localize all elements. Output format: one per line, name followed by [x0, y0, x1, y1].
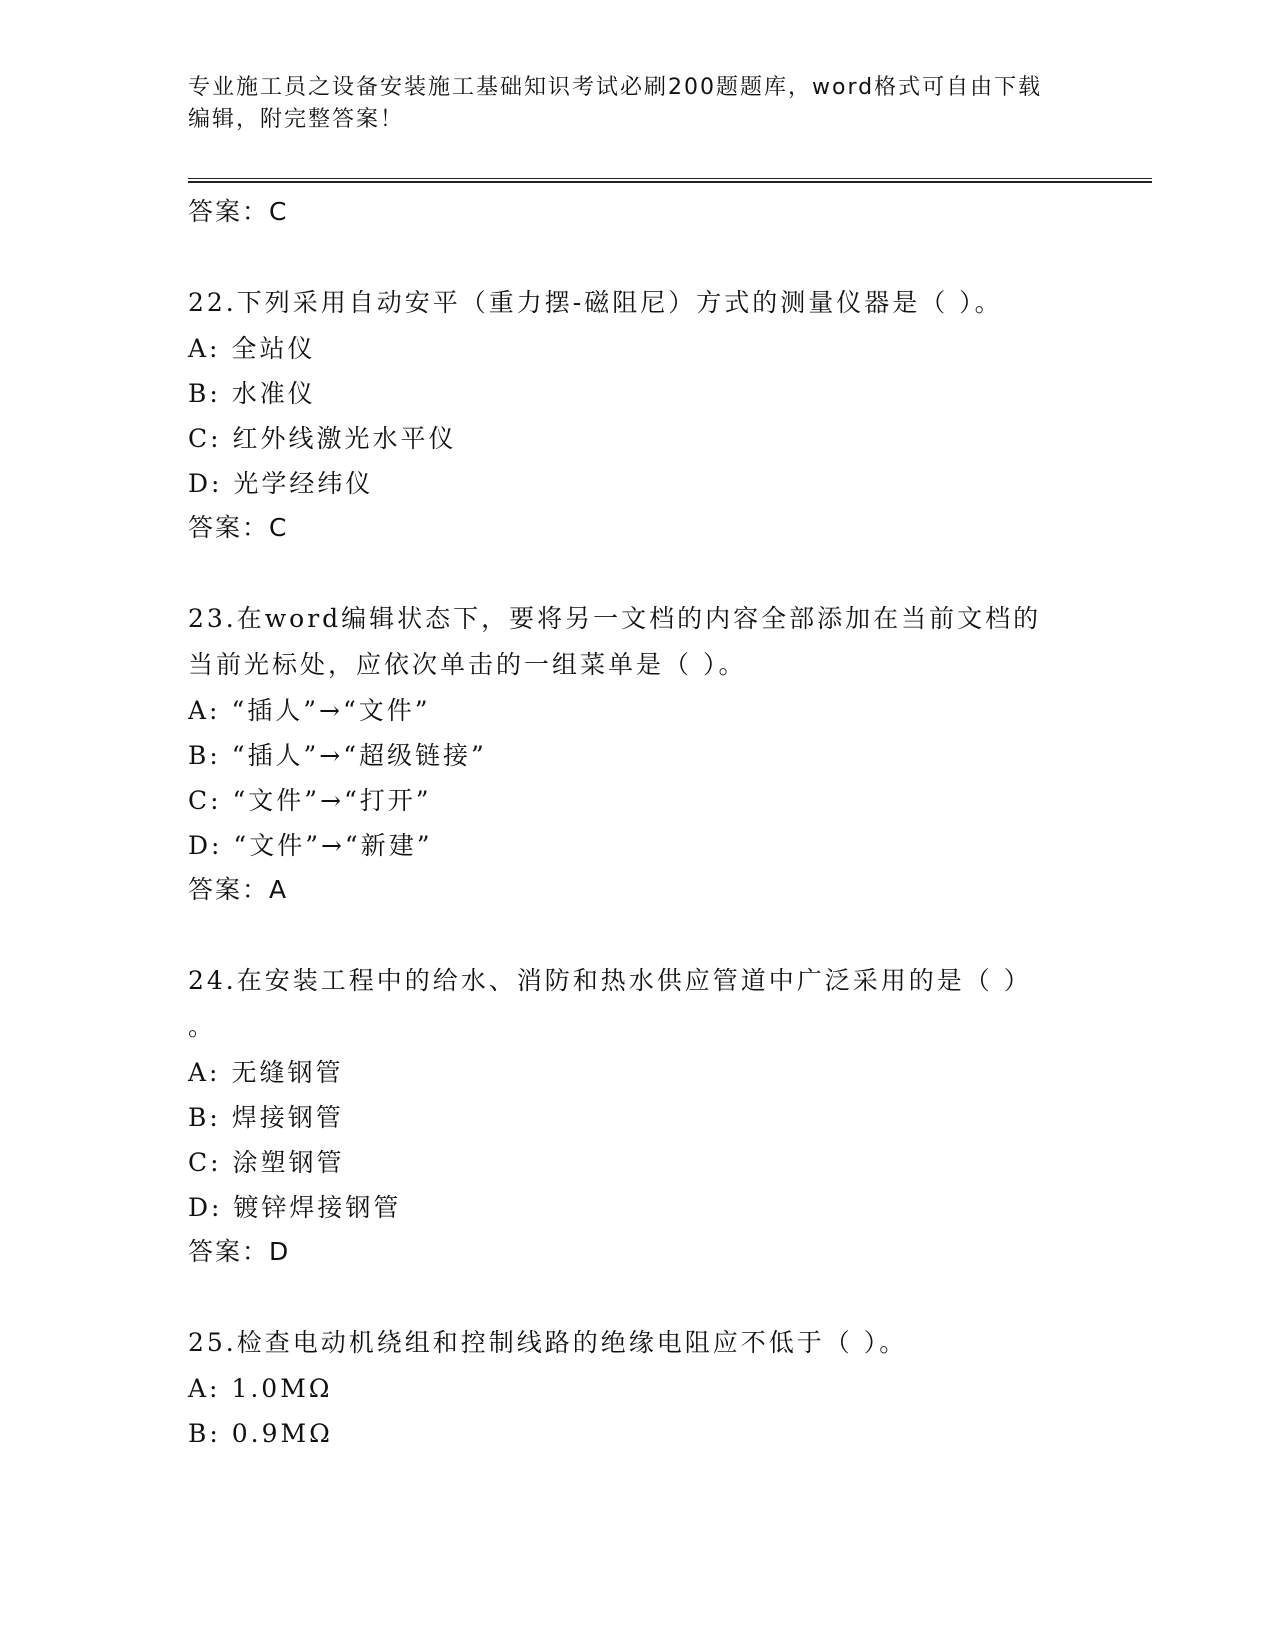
- question-stem-continued: 。: [188, 1012, 217, 1041]
- question-stem: [188, 958, 1088, 1004]
- question-number: 22.: [188, 288, 237, 317]
- option-label: C:: [188, 786, 222, 815]
- option-label: B:: [188, 379, 221, 408]
- option-text: 1.0MΩ: [231, 1374, 333, 1403]
- answer-label: 答案：: [188, 1237, 270, 1266]
- answer-line: [188, 1230, 1088, 1274]
- answer-value: A: [269, 875, 288, 904]
- option-item: [188, 461, 1088, 506]
- option-text: “插人”→“文件”: [231, 696, 431, 725]
- option-label: B:: [188, 1419, 221, 1448]
- option-item: [188, 326, 1088, 371]
- header-divider-thin: [188, 178, 1152, 179]
- option-text: 涂塑钢管: [232, 1148, 345, 1177]
- option-label: A:: [188, 334, 221, 363]
- question-stem-continued: 当前光标处，应依次单击的一组菜单是（ ）。: [188, 650, 747, 679]
- question-text: 在安装工程中的给水、消防和热水供应管道中广泛采用的是（ ）: [236, 966, 1032, 995]
- answer-value: D: [269, 1237, 290, 1266]
- question-number: 25.: [188, 1328, 237, 1357]
- question-list: [188, 190, 1088, 1456]
- question-block: [188, 280, 1088, 550]
- option-item: [188, 688, 1088, 733]
- question-number: 23.: [188, 604, 237, 633]
- option-text: 镀锌焊接钢管: [233, 1193, 402, 1222]
- option-item: [188, 1095, 1088, 1140]
- option-text: 水准仪: [231, 379, 316, 408]
- answer-label: 答案：: [188, 513, 270, 542]
- question-text: 检查电动机绕组和控制线路的绝缘电阻应不低于（ ）。: [236, 1328, 908, 1357]
- option-label: D:: [188, 469, 223, 498]
- answer-line: [188, 190, 1088, 234]
- option-label: C:: [188, 424, 222, 453]
- option-text: “插人”→“超级链接”: [231, 741, 487, 770]
- document-header: [188, 72, 1088, 136]
- question-number: 24.: [188, 966, 237, 995]
- question-block: [188, 596, 1088, 912]
- header-divider-thick: [188, 181, 1152, 183]
- header-title-line-1: 专业施工员之设备安装施工基础知识考试必刷200题题库，word格式可自由下载: [188, 75, 1043, 100]
- option-label: C:: [188, 1148, 222, 1177]
- option-text: 光学经纬仪: [233, 469, 374, 498]
- option-label: A:: [188, 1058, 221, 1087]
- option-text: 0.9MΩ: [231, 1419, 333, 1448]
- option-item: [188, 1366, 1088, 1411]
- option-item: [188, 778, 1088, 823]
- answer-line: [188, 868, 1088, 912]
- option-text: “文件”→“新建”: [233, 831, 433, 860]
- option-item: [188, 733, 1088, 778]
- option-label: D:: [188, 831, 223, 860]
- spacer: [188, 912, 1088, 958]
- option-item: [188, 416, 1088, 461]
- answer-line: [188, 506, 1088, 550]
- option-label: D:: [188, 1193, 223, 1222]
- option-item: [188, 1411, 1088, 1456]
- question-block: [188, 958, 1088, 1274]
- option-label: A:: [188, 696, 221, 725]
- question-stem: [188, 596, 1088, 642]
- answer-value: C: [269, 197, 288, 226]
- option-item: [188, 1185, 1088, 1230]
- answer-value: C: [269, 513, 288, 542]
- option-item: [188, 823, 1088, 868]
- question-text: 下列采用自动安平（重力摆-磁阻尼）方式的测量仪器是（ ）。: [236, 288, 1003, 317]
- option-item: [188, 1140, 1088, 1185]
- option-text: 无缝钢管: [231, 1058, 344, 1087]
- question-block: [188, 1320, 1088, 1456]
- question-stem: [188, 280, 1088, 326]
- option-label: B:: [188, 1103, 221, 1132]
- answer-label: 答案：: [188, 197, 270, 226]
- option-label: B:: [188, 741, 221, 770]
- spacer: [188, 234, 1088, 280]
- spacer: [188, 1274, 1088, 1320]
- option-text: 全站仪: [231, 334, 316, 363]
- option-item: [188, 371, 1088, 416]
- option-item: [188, 1050, 1088, 1095]
- answer-label: 答案：: [188, 875, 270, 904]
- question-stem: [188, 1320, 1088, 1366]
- option-text: “文件”→“打开”: [232, 786, 432, 815]
- question-text: 在word编辑状态下，要将另一文档的内容全部添加在当前文档的: [236, 604, 1042, 633]
- option-text: 焊接钢管: [231, 1103, 344, 1132]
- spacer: [188, 550, 1088, 596]
- option-label: A:: [188, 1374, 221, 1403]
- header-title-line-2: 编辑，附完整答案！: [188, 107, 405, 132]
- option-text: 红外线激光水平仪: [232, 424, 457, 453]
